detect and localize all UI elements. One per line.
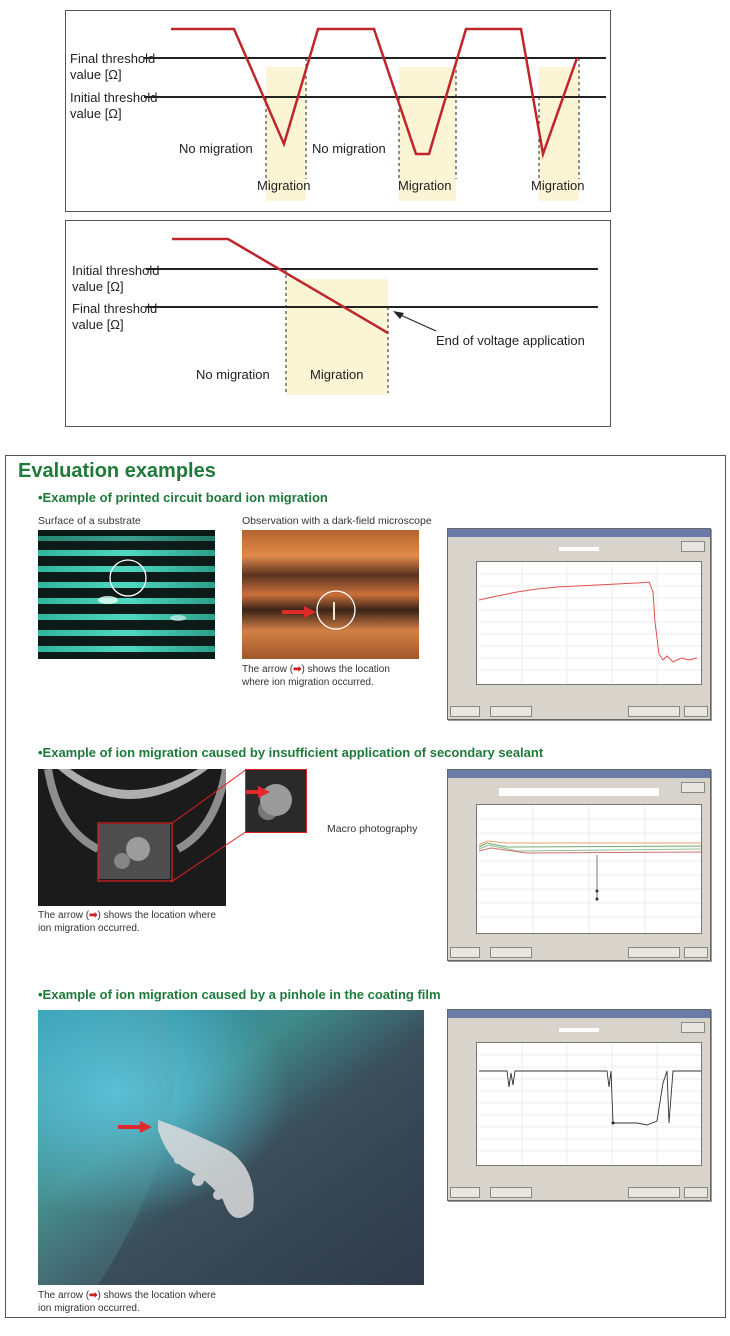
migration-label: Migration <box>257 178 311 193</box>
chart-graphic-2 <box>477 805 701 933</box>
toolbar-button[interactable] <box>490 1187 532 1198</box>
window-header <box>488 541 670 557</box>
threshold-diagram-1 <box>65 10 611 212</box>
migration-label: Migration <box>531 178 585 193</box>
red-arrow-icon: ➡ <box>89 1290 98 1301</box>
chart-area <box>476 1042 702 1166</box>
substrate-photo-graphic <box>38 530 215 659</box>
pinhole-photo <box>38 1010 424 1285</box>
measurement-window-2 <box>447 769 711 961</box>
chart-graphic-3 <box>477 1043 701 1165</box>
window-toolbar <box>450 1188 708 1198</box>
toolbar-button[interactable] <box>684 1187 708 1198</box>
resistance-curve <box>171 29 577 154</box>
surface-caption: Surface of a substrate <box>38 515 141 527</box>
chart-graphic-1 <box>477 562 701 684</box>
migration-label: Migration <box>398 178 452 193</box>
pinhole-photo-graphic <box>38 1010 424 1285</box>
darkfield-photo-graphic <box>242 530 419 659</box>
window-toolbar <box>450 707 708 717</box>
initial-threshold-label: Initial threshold value [Ω] <box>72 263 160 294</box>
substrate-photo <box>38 530 215 659</box>
window-header <box>488 782 670 798</box>
example3-heading: •Example of ion migration caused by a pinhole in the coating film <box>38 987 441 1002</box>
toolbar-button[interactable] <box>628 947 680 958</box>
pointer-arrowhead <box>393 311 404 319</box>
window-button[interactable] <box>681 782 705 793</box>
darkfield-photo <box>242 530 419 659</box>
arrow-note: The arrow (➡) shows the location where ion migration occurred. <box>38 1290 216 1314</box>
initial-threshold-label: Initial threshold value [Ω] <box>70 90 158 121</box>
window-button[interactable] <box>681 1022 705 1033</box>
window-button[interactable] <box>681 541 705 552</box>
red-arrow-icon: ➡ <box>89 910 98 921</box>
red-arrow-icon: ➡ <box>293 664 302 675</box>
window-header <box>488 1022 670 1038</box>
toolbar-button[interactable] <box>684 947 708 958</box>
final-threshold-label: Final threshold value [Ω] <box>72 301 158 332</box>
toolbar-button[interactable] <box>628 706 680 717</box>
toolbar-button[interactable] <box>450 947 480 958</box>
final-threshold-label: Final threshold value [Ω] <box>70 51 156 82</box>
toolbar-button[interactable] <box>628 1187 680 1198</box>
window-titlebar <box>448 770 710 778</box>
example2-heading: •Example of ion migration caused by insufficient application of secondary sealant <box>38 745 544 760</box>
end-of-voltage-label: End of voltage application <box>436 333 585 348</box>
no-migration-label: No migration <box>179 141 253 156</box>
macro-photo-graphic <box>246 770 306 832</box>
no-migration-label: No migration <box>196 367 270 382</box>
measurement-window-1 <box>447 528 711 720</box>
window-titlebar <box>448 529 710 537</box>
measurement-window-3 <box>447 1009 711 1201</box>
toolbar-button[interactable] <box>450 1187 480 1198</box>
macro-photo <box>245 769 307 833</box>
toolbar-button[interactable] <box>490 947 532 958</box>
window-toolbar <box>450 948 708 958</box>
evaluation-examples-panel <box>5 455 726 1318</box>
arrow-note: The arrow (➡) shows the location where ion migration occurred. <box>38 910 216 934</box>
chart-area <box>476 561 702 685</box>
threshold-diagram-2 <box>65 220 611 427</box>
migration-label: Migration <box>310 367 364 382</box>
evaluation-title: Evaluation examples <box>18 460 216 482</box>
macro-caption: Macro photography <box>327 823 418 835</box>
toolbar-button[interactable] <box>490 706 532 717</box>
toolbar-button[interactable] <box>684 706 708 717</box>
toolbar-button[interactable] <box>450 706 480 717</box>
no-migration-label: No migration <box>312 141 386 156</box>
arrow-note: The arrow (➡) shows the location where ion migration occurred. <box>242 664 390 688</box>
example1-heading: •Example of printed circuit board ion migration <box>38 490 328 505</box>
window-titlebar <box>448 1010 710 1018</box>
darkfield-caption: Observation with a dark-field microscope <box>242 515 432 527</box>
chart-area <box>476 804 702 934</box>
